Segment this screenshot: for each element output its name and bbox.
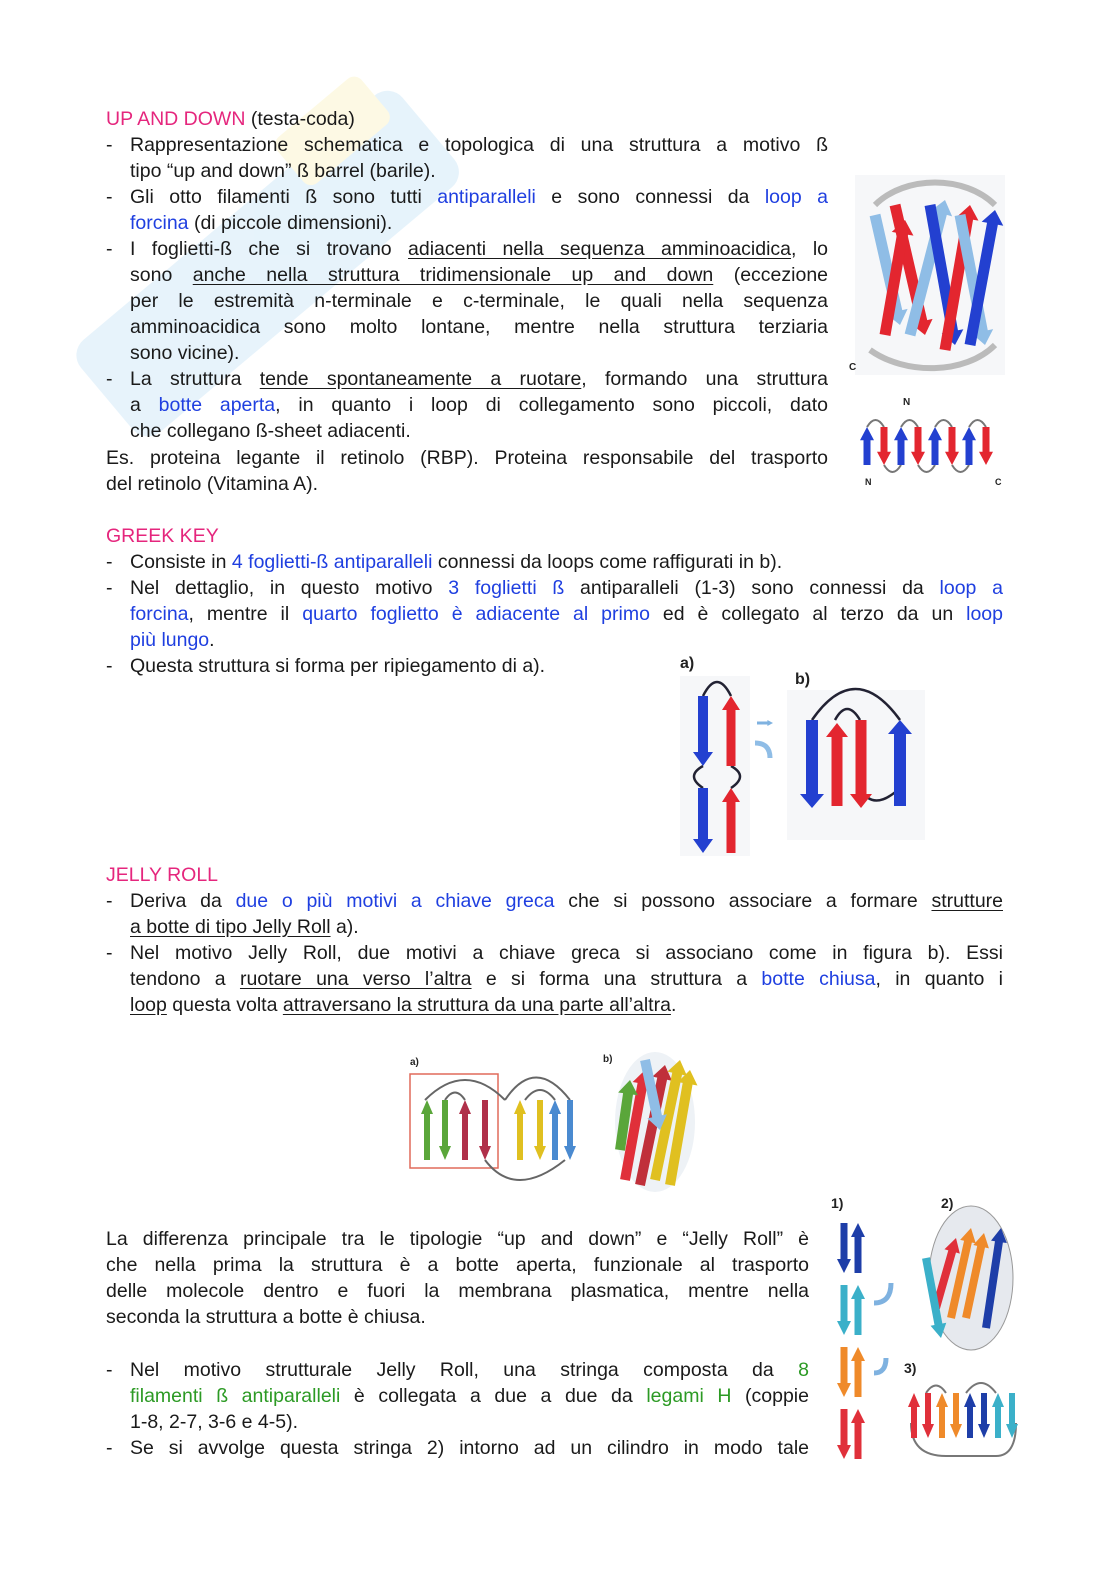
- text-segment: , lo: [791, 238, 828, 260]
- underlined-text: anche nella struttura tridimensionale up and down: [192, 264, 714, 286]
- bullet-marker: -: [106, 186, 113, 208]
- bullet-marker: -: [106, 1437, 113, 1459]
- paragraph: [106, 445, 828, 497]
- text-line: [130, 1383, 809, 1409]
- bullet-marker: -: [106, 1359, 113, 1381]
- text-segment: (di piccole dimensioni).: [188, 212, 393, 234]
- text-line: [130, 262, 828, 288]
- section-heading-text: JELLY ROLL: [106, 864, 219, 886]
- highlighted-text-blue: botte aperta: [158, 394, 276, 416]
- text-line: [130, 288, 828, 314]
- strand-arrow: [564, 1100, 576, 1160]
- bullet-list: [106, 132, 828, 444]
- text-segment: , in quanto i loop di collegamento sono piccoli, dato: [275, 394, 828, 416]
- underlined-text: attraversano la struttura da una parte all’altra: [282, 994, 671, 1016]
- figure-label-a: a): [410, 1057, 419, 1068]
- figure-label-3: 3): [904, 1360, 917, 1376]
- topology-strand: [979, 427, 993, 465]
- underlined-text: ruotare una verso l’altra: [239, 968, 472, 990]
- text-segment: connessi da loops come raffigurati in b).: [432, 551, 783, 573]
- c-terminal-label: C: [995, 477, 1002, 487]
- c-terminal-label: C: [849, 362, 857, 373]
- hairpin-loop: [935, 420, 952, 427]
- topology-strand: [964, 1393, 976, 1438]
- text-segment: del retinolo (Vitamina A).: [106, 473, 319, 495]
- fold-arrow: [874, 1283, 891, 1373]
- highlighted-text-blue: più lungo: [130, 629, 210, 651]
- topology-strand: [908, 1393, 920, 1438]
- text-line: [106, 445, 828, 471]
- text-segment: .: [209, 629, 215, 651]
- text-line: [130, 366, 828, 392]
- highlighted-text-green: 8: [798, 1359, 809, 1381]
- highlighted-text-blue: 4 foglietti-ß antiparalleli: [231, 551, 433, 573]
- bullet-marker: -: [106, 942, 113, 964]
- bullet-item: [106, 184, 828, 236]
- strand-arrow: [479, 1100, 491, 1160]
- figure-up-and-down-barrel: [845, 175, 1010, 493]
- text-line: [130, 601, 1003, 627]
- text-line: [106, 1252, 809, 1278]
- hairpin-loop: [884, 465, 901, 472]
- topology-strand: [978, 1393, 990, 1438]
- text-line: [130, 914, 1003, 940]
- text-line: [130, 888, 1003, 914]
- text-line: [130, 1435, 809, 1461]
- text-segment: che collegano ß-sheet adiacenti.: [130, 420, 411, 442]
- bullet-item: [106, 549, 1003, 575]
- strand-arrow: [459, 1100, 471, 1160]
- text-segment: Nel motivo strutturale Jelly Roll, una stringa composta da: [130, 1359, 799, 1381]
- text-segment: , in quanto i: [875, 968, 1003, 990]
- text-segment: che nella prima la struttura è a botte aperta, funzionale al trasporto: [106, 1254, 809, 1276]
- text-segment: sono: [130, 264, 193, 286]
- text-line: [130, 1409, 809, 1435]
- bullet-item: [106, 366, 828, 444]
- text-segment: è collegata a due a due da: [340, 1385, 647, 1407]
- bullet-item: [106, 132, 828, 184]
- section-heading: [106, 106, 828, 132]
- bullet-marker: -: [106, 551, 113, 573]
- text-line: [130, 158, 828, 184]
- text-segment: questa volta: [166, 994, 283, 1016]
- strand-arrow: [439, 1100, 451, 1160]
- section-heading: [106, 523, 1003, 549]
- hairpin-loop: [952, 465, 969, 472]
- highlighted-text-blue: due o più motivi a chiave greca: [235, 890, 555, 912]
- strand-arrow: [851, 1223, 865, 1273]
- strand-arrow: [837, 1409, 851, 1459]
- hairpin-loop: [867, 420, 884, 427]
- fold-arrow: [757, 720, 773, 726]
- text-line: [106, 1278, 809, 1304]
- bullet-item: [106, 1435, 809, 1461]
- bullet-marker: -: [106, 238, 113, 260]
- topology-strand: [911, 427, 925, 465]
- text-segment: , formando una struttura: [581, 368, 828, 390]
- fold-arrow: [755, 743, 770, 758]
- text-segment: La differenza principale tra le tipologie “up and down” e “Jelly Roll” è: [106, 1228, 809, 1250]
- highlighted-text-green: filamenti ß antiparalleli: [130, 1385, 341, 1407]
- text-segment: amminoacidica sono molto lontane, mentre nella struttura terziaria: [130, 316, 828, 338]
- text-line: [130, 132, 828, 158]
- n-terminal-label: N: [865, 477, 872, 487]
- bullet-item: [106, 940, 1003, 1018]
- section-heading-text: UP AND DOWN: [106, 108, 246, 130]
- text-line: [130, 575, 1003, 601]
- text-segment: Es. proteina legante il retinolo (RBP). Proteina responsabile del trasporto: [106, 447, 828, 469]
- paragraph: [106, 1226, 809, 1330]
- strand-arrow: [837, 1347, 851, 1397]
- text-segment: I foglietti-ß che si trovano: [130, 238, 409, 260]
- text-segment: per le estremità n-terminale e c-terminale, le quali nella sequenza: [130, 290, 828, 312]
- text-line: [130, 418, 828, 444]
- text-segment: delle molecole dentro e fuori la membrana plasmatica, mentre nella: [106, 1280, 809, 1302]
- highlighted-text-blue: 3 foglietti ß: [448, 577, 565, 599]
- strand-arrow: [421, 1100, 433, 1160]
- text-segment: a).: [330, 916, 359, 938]
- figure-label-b: b): [795, 671, 811, 688]
- bullet-marker: -: [106, 577, 113, 599]
- text-line: [106, 106, 828, 132]
- topology-strand: [877, 427, 891, 465]
- underlined-text: tende spontaneamente a ruotare: [259, 368, 582, 390]
- topology-strand: [928, 427, 942, 465]
- topology-strand: [860, 427, 874, 465]
- text-line: [130, 340, 828, 366]
- highlighted-text-green: legami H: [646, 1385, 732, 1407]
- text-segment: che si possono associare a formare: [554, 890, 932, 912]
- text-segment: (coppie: [731, 1385, 809, 1407]
- text-line: [130, 549, 1003, 575]
- bullet-item: [106, 1357, 809, 1435]
- highlighted-text-blue: antiparalleli: [437, 186, 536, 208]
- text-segment: ed è collegato al terzo da un: [649, 603, 967, 625]
- text-segment: Nel motivo Jelly Roll, due motivi a chiave greca si associano come in figura b). Essi: [130, 942, 1003, 964]
- highlighted-text-blue: forcina: [130, 212, 189, 234]
- underlined-text: strutture: [931, 890, 1003, 912]
- bullet-item: [106, 575, 1003, 653]
- text-line: [106, 523, 1003, 549]
- underlined-text: adiacenti nella sequenza amminoacidica: [408, 238, 792, 260]
- hairpin-loop: [969, 420, 986, 427]
- text-line: [130, 940, 1003, 966]
- text-line: [106, 1226, 809, 1252]
- text-segment: Deriva da: [130, 890, 236, 912]
- text-segment: (testa-coda): [245, 108, 355, 130]
- strand-arrow: [851, 1285, 865, 1335]
- bullet-item: [106, 888, 1003, 940]
- text-segment: a: [130, 394, 159, 416]
- figure-greek-key: [675, 648, 930, 858]
- text-segment: (eccezione: [713, 264, 828, 286]
- text-line: [130, 314, 828, 340]
- text-segment: Gli otto filamenti ß sono tutti: [130, 186, 438, 208]
- text-segment: Questa struttura si forma per ripiegamento di a).: [130, 655, 546, 677]
- figure-label-1: 1): [831, 1195, 844, 1211]
- strand-arrow: [534, 1100, 546, 1160]
- text-line: [130, 236, 828, 262]
- text-segment: .: [670, 994, 677, 1016]
- topology-strand: [945, 427, 959, 465]
- text-segment: Rappresentazione schematica e topologica di una struttura a motivo ß: [130, 134, 828, 156]
- topology-strand: [894, 427, 908, 465]
- strand-arrow: [851, 1409, 865, 1459]
- text-line: [130, 210, 828, 236]
- figure-label-b: b): [603, 1054, 613, 1065]
- n-terminal-label: N: [903, 397, 911, 408]
- bullet-marker: -: [106, 890, 113, 912]
- text-segment: Consiste in: [130, 551, 232, 573]
- figure-jelly-roll-steps: [826, 1188, 1026, 1468]
- text-segment: 1-8, 2-7, 3-6 e 4-5).: [130, 1411, 298, 1433]
- section-heading: [106, 862, 1003, 888]
- text-line: [130, 966, 1003, 992]
- topology-strand: [992, 1393, 1004, 1438]
- text-segment: e si forma una struttura a: [471, 968, 762, 990]
- bullet-marker: -: [106, 368, 113, 390]
- strand-arrow: [837, 1285, 851, 1335]
- topology-strand: [962, 427, 976, 465]
- strand-arrow: [837, 1223, 851, 1273]
- figure-label-2: 2): [941, 1195, 954, 1211]
- text-line: [130, 1357, 809, 1383]
- bullet-marker: -: [106, 655, 113, 677]
- bullet-list: [106, 888, 1003, 1018]
- strand-arrow: [549, 1100, 561, 1160]
- text-line: [106, 1304, 809, 1330]
- text-line: [130, 992, 1003, 1018]
- text-segment: antiparalleli (1-3) sono connessi da: [564, 577, 940, 599]
- highlighted-text-blue: forcina: [130, 603, 189, 625]
- bullet-list: [106, 1357, 809, 1461]
- highlighted-text-blue: quarto foglietto è adiacente al primo: [302, 603, 650, 625]
- highlighted-text-blue: botte chiusa: [761, 968, 876, 990]
- text-line: [106, 471, 828, 497]
- highlighted-text-blue: loop a: [939, 577, 1003, 599]
- figure-background: [680, 676, 750, 856]
- topology-strand: [936, 1393, 948, 1438]
- strand-arrow: [851, 1347, 865, 1397]
- text-segment: sono vicine).: [130, 342, 240, 364]
- text-segment: e sono connessi da: [535, 186, 765, 208]
- topology-strand: [950, 1393, 962, 1438]
- text-segment: tipo “up and down” ß barrel (barile).: [130, 160, 436, 182]
- hairpin-loop: [918, 465, 935, 472]
- section-heading-text: GREEK KEY: [106, 525, 219, 547]
- topology-strand: [922, 1393, 934, 1438]
- bullet-marker: -: [106, 134, 113, 156]
- bullet-item: [106, 236, 828, 366]
- highlighted-text-blue: loop: [966, 603, 1003, 625]
- text-line: [106, 862, 1003, 888]
- underlined-text: loop: [130, 994, 167, 1016]
- text-line: [130, 392, 828, 418]
- text-segment: Se si avvolge questa stringa 2) intorno ad un cilindro in modo tale: [130, 1437, 809, 1459]
- figure-label-a: a): [680, 655, 695, 672]
- text-segment: seconda la struttura a botte è chiusa.: [106, 1306, 426, 1328]
- text-segment: La struttura: [130, 368, 260, 390]
- text-segment: Nel dettaglio, in questo motivo: [130, 577, 449, 599]
- underlined-text: a botte di tipo Jelly Roll: [130, 916, 331, 938]
- highlighted-text-blue: loop a: [764, 186, 828, 208]
- hairpin-loop: [901, 420, 918, 427]
- text-segment: , mentre il: [188, 603, 303, 625]
- text-segment: tendono a: [130, 968, 240, 990]
- strand-arrow: [514, 1100, 526, 1160]
- text-line: [130, 184, 828, 210]
- figure-jelly-roll: [405, 1040, 705, 1200]
